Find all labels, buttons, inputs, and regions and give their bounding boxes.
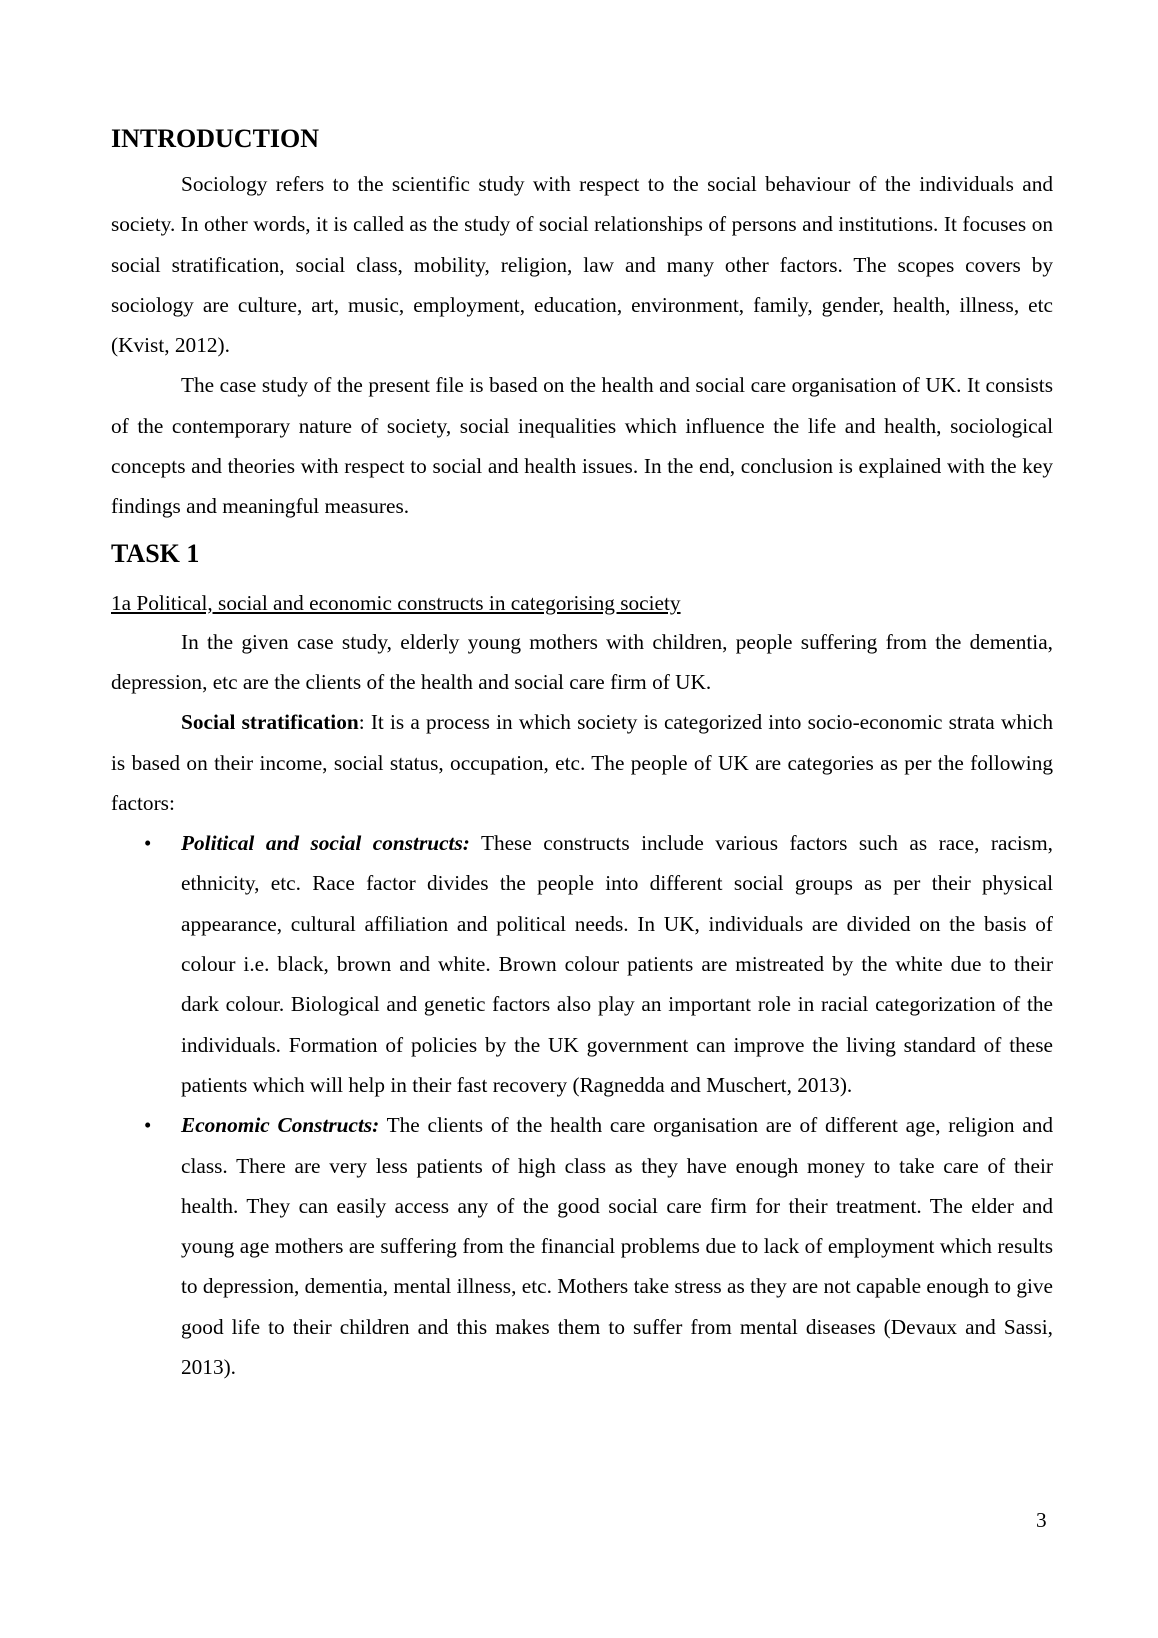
page-number: 3 [1036, 1508, 1047, 1532]
bullet-text: The clients of the health care organisation are of different age, religion and class. There are very less patients of high class as they have enough money to take care of their health. They can easily access any of the good social care firm for their treatment. The elder and young age mothers are suffering from the financial problems due to lack of employment which results to depression, dementia, mental illness, etc. Mothers take stress as they are not capable enough to give good life to their children and this makes them to suffer from mental diseases (Devaux and Sassi, 2013). [181, 1113, 1054, 1380]
task1-subheading: 1a Political, social and economic constructs in categorising society [111, 590, 681, 615]
list-item [111, 1105, 1053, 1387]
task1-heading: TASK 1 [111, 538, 200, 568]
bullet-icon: • [144, 831, 152, 856]
page-content [111, 114, 1053, 1387]
task1-paragraph-1: In the given case study, elderly young mothers with children, people suffering from the dementia, depression, etc are the clients of the health and social care firm of UK. [111, 629, 1053, 694]
bullet-icon: • [144, 1113, 152, 1138]
social-stratification-text: : It is a process in which society is categorized into socio-economic strata which is based on their income, social status, occupation, etc. The people of UK are categories as per the following factors: [111, 710, 1053, 815]
bullet-term: Economic Constructs: [181, 1113, 380, 1138]
bullet-text: These constructs include various factors such as race, racism, ethnicity, etc. Race factor divides the people into different social groups as per their physical appearance, cultural affiliation and political needs. In UK, individuals are divided on the basis of colour i.e. black, brown and white. Brown colour patients are mistreated by the white due to their dark colour. Biological and genetic factors also play an important role in racial categorization of the individuals. Formation of policies by the UK government can improve the living standard of these patients which will help in their fast recovery (Ragnedda and Muschert, 2013). [181, 831, 1053, 1097]
list-item [111, 823, 1053, 1105]
constructs-bullet-list [111, 823, 1053, 1387]
social-stratification-paragraph [111, 702, 1053, 823]
intro-paragraph-1: Sociology refers to the scientific study with respect to the social behaviour of the individuals and society. In other words, it is called as the study of social relationships of persons and institutions. It focuses on social stratification, social class, mobility, religion, law and many other factors. The scopes covers by sociology are culture, art, music, employment, education, environment, family, gender, health, illness, etc (Kvist, 2012). [111, 172, 1053, 358]
introduction-heading: INTRODUCTION [111, 124, 320, 153]
social-stratification-term: Social stratification [181, 710, 359, 735]
bullet-term: Political and social constructs: [181, 831, 470, 856]
intro-paragraph-2: The case study of the present file is based on the health and social care organisation of UK. It consists of the contemporary nature of society, social inequalities which influence the life and health, sociological concepts and theories with respect to social and health issues. In the end, conclusion is explained with the key findings and meaningful measures. [111, 373, 1053, 519]
